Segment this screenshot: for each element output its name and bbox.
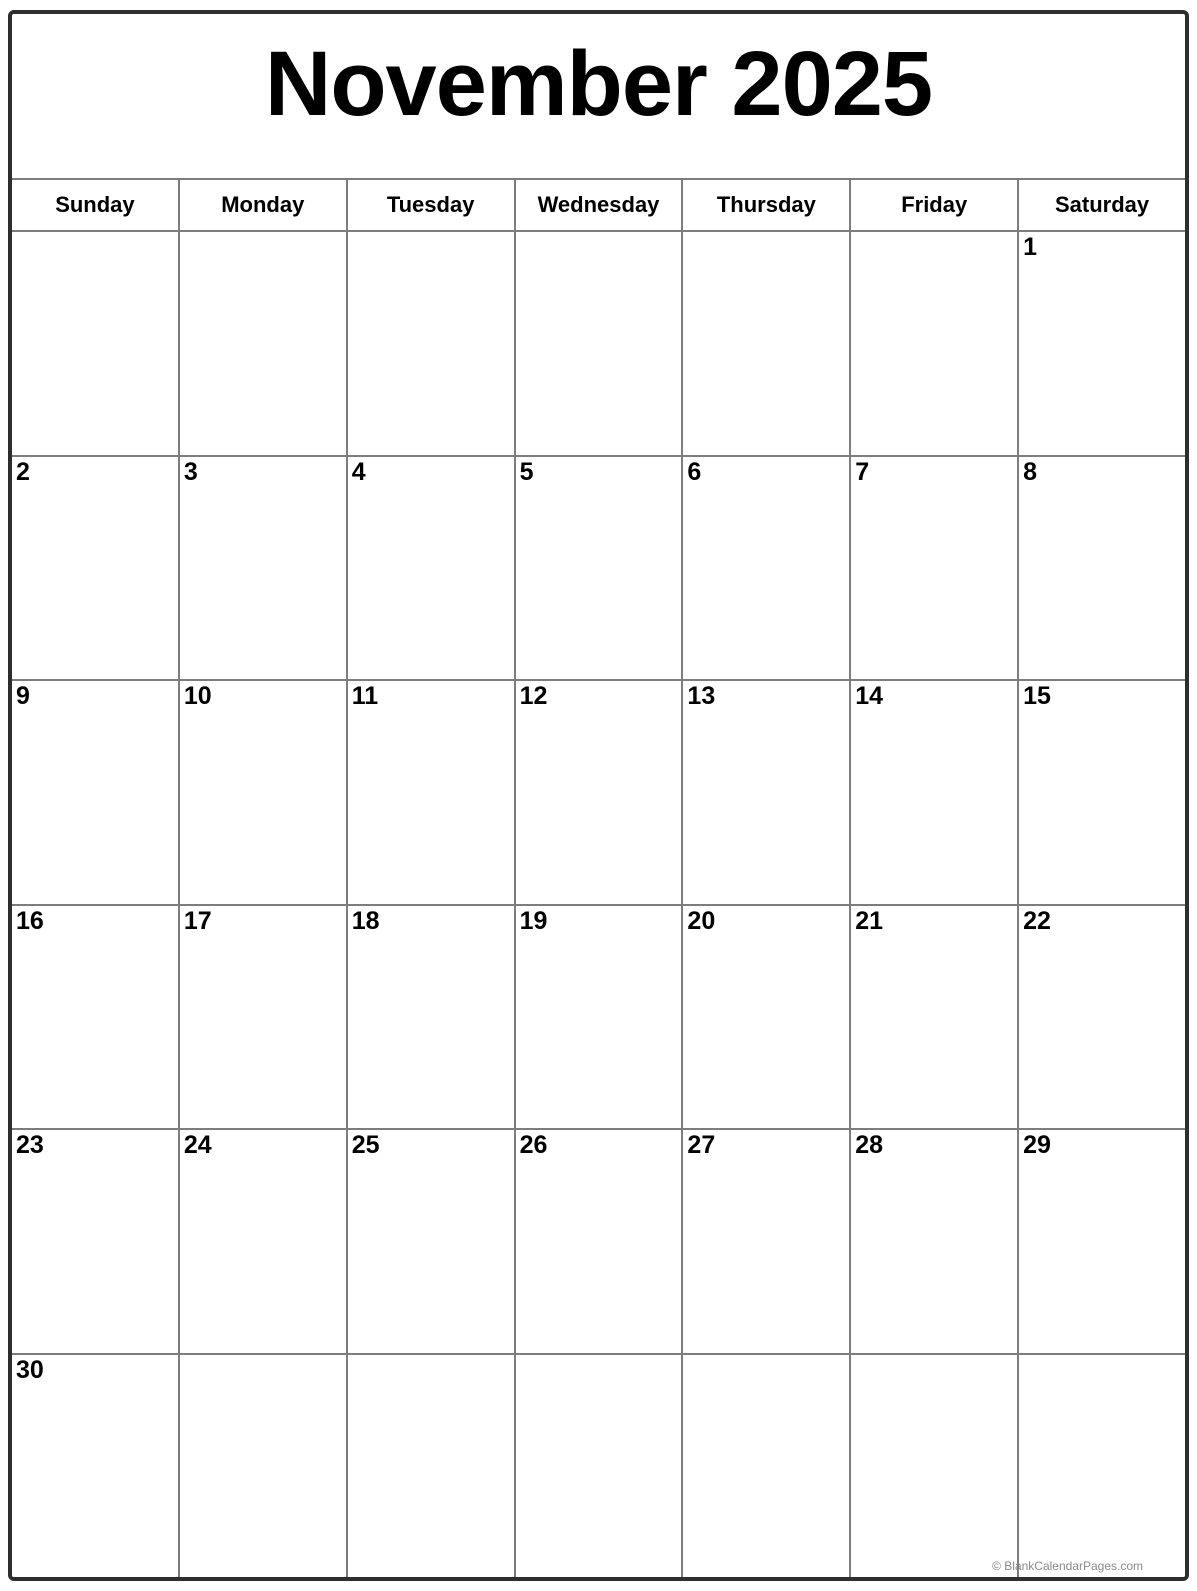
day-cell-17 — [180, 906, 346, 1129]
day-cell-10 — [180, 681, 346, 904]
day-cell-23 — [12, 1130, 178, 1353]
day-number: 3 — [183, 457, 198, 486]
day-cell-29 — [1019, 1130, 1185, 1353]
day-cell-empty — [180, 232, 346, 455]
day-cell-3 — [180, 457, 346, 680]
day-cell-empty — [683, 232, 849, 455]
day-cell-26 — [516, 1130, 682, 1353]
page-title: November 2025 — [264, 33, 933, 135]
day-cell-5 — [516, 457, 682, 680]
day-cell-27 — [683, 1130, 849, 1353]
day-header-saturday: Saturday — [1019, 180, 1185, 230]
day-number: 20 — [687, 906, 716, 935]
day-header-sunday: Sunday — [12, 180, 178, 230]
day-cell-4 — [348, 457, 514, 680]
day-cell-30 — [12, 1355, 178, 1578]
day-cell-18 — [348, 906, 514, 1129]
day-number: 15 — [1023, 682, 1051, 710]
day-number: 28 — [855, 1131, 884, 1159]
day-cell-11 — [348, 681, 514, 904]
day-cell-24 — [180, 1130, 346, 1353]
day-cell-25 — [348, 1130, 514, 1353]
day-cell-19 — [516, 906, 682, 1129]
day-cell-empty — [516, 1355, 682, 1578]
day-number: 29 — [1023, 1131, 1051, 1159]
day-cell-empty — [851, 232, 1017, 455]
day-number: 21 — [855, 906, 884, 935]
day-number: 30 — [16, 1355, 44, 1384]
day-cell-8 — [1019, 457, 1185, 680]
day-cell-15 — [1019, 681, 1185, 904]
day-cell-12 — [516, 681, 682, 904]
day-cell-13 — [683, 681, 849, 904]
day-cell-1 — [1019, 232, 1185, 455]
day-cell-16 — [12, 906, 178, 1129]
day-cell-2 — [12, 457, 178, 680]
day-cell-9 — [12, 681, 178, 904]
day-number: 8 — [1023, 457, 1038, 486]
day-number: 10 — [183, 682, 212, 710]
day-cell-14 — [851, 681, 1017, 904]
day-cell-empty — [851, 1355, 1017, 1578]
day-number: 25 — [351, 1131, 380, 1159]
day-header-thursday: Thursday — [683, 180, 849, 230]
day-cell-empty — [180, 1355, 346, 1578]
day-number: 22 — [1023, 906, 1051, 935]
day-header-tuesday: Tuesday — [348, 180, 514, 230]
day-cell-empty — [683, 1355, 849, 1578]
day-number: 7 — [855, 457, 870, 486]
day-header-friday: Friday — [851, 180, 1017, 230]
day-cell-7 — [851, 457, 1017, 680]
day-number: 5 — [519, 457, 534, 486]
day-number: 23 — [16, 1131, 44, 1159]
day-number: 6 — [687, 457, 702, 486]
day-cell-28 — [851, 1130, 1017, 1353]
day-number: 2 — [16, 457, 30, 486]
day-number: 16 — [16, 906, 44, 935]
day-number: 24 — [183, 1131, 212, 1159]
day-number: 27 — [687, 1131, 716, 1159]
day-number: 17 — [183, 906, 212, 935]
day-number: 9 — [16, 682, 30, 710]
day-cell-empty — [12, 232, 178, 455]
calendar-grid — [12, 178, 1185, 1577]
day-number: 1 — [1023, 233, 1038, 261]
day-number: 19 — [519, 906, 548, 935]
day-cell-empty — [348, 1355, 514, 1578]
day-number: 12 — [519, 682, 548, 710]
day-cell-21 — [851, 906, 1017, 1129]
day-cell-empty — [348, 232, 514, 455]
day-number: 14 — [855, 682, 884, 710]
day-cell-22 — [1019, 906, 1185, 1129]
day-header-monday: Monday — [180, 180, 346, 230]
day-number: 18 — [351, 906, 380, 935]
watermark: © BlankCalendarPages.com — [992, 1559, 1143, 1573]
day-number: 26 — [519, 1131, 548, 1159]
day-number: 4 — [351, 457, 366, 486]
day-cell-empty — [1019, 1355, 1185, 1578]
day-header-wednesday: Wednesday — [516, 180, 682, 230]
day-cell-6 — [683, 457, 849, 680]
day-cell-empty — [516, 232, 682, 455]
calendar-page — [8, 10, 1189, 1581]
day-number: 13 — [687, 682, 716, 710]
day-cell-20 — [683, 906, 849, 1129]
day-number: 11 — [351, 682, 379, 710]
